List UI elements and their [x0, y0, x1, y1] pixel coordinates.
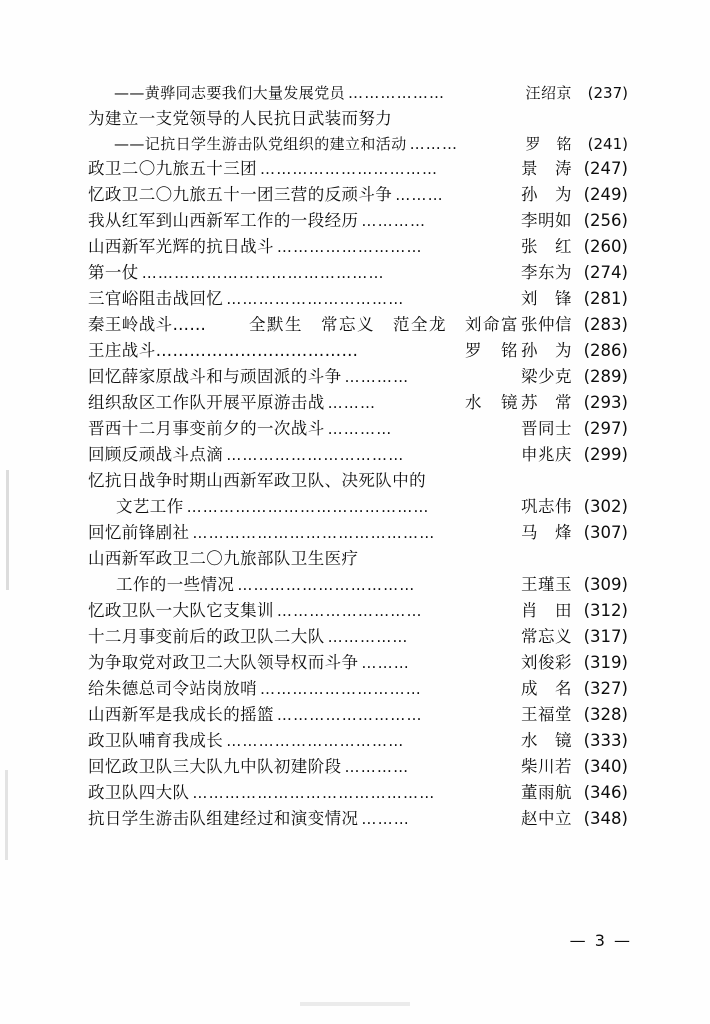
toc-entry-author: 孙 为: [521, 341, 572, 360]
toc-entry-title: 回顾反顽战斗点滴: [88, 445, 224, 464]
page-folio: — 3 —: [569, 931, 632, 950]
toc-entry[interactable]: [88, 369, 628, 386]
toc-entry[interactable]: [88, 447, 628, 464]
toc-entry-leader-dots: ……………………………: [226, 292, 405, 307]
toc-entry[interactable]: [88, 655, 628, 672]
toc-entry-page-number: (319): [583, 653, 628, 672]
toc-entry-page-number: (346): [583, 783, 628, 802]
toc-entry[interactable]: [88, 629, 628, 646]
toc-entry-leader-dots: …………: [344, 370, 410, 385]
toc-entry-page-number: (247): [583, 159, 628, 178]
toc-entry-author: 肖 田: [521, 601, 572, 620]
toc-entry-page-number: (283): [583, 315, 628, 334]
toc-entry[interactable]: [88, 681, 628, 698]
toc-entry-author: 张仲信: [521, 315, 572, 334]
toc-entry-author: 巩志伟: [521, 497, 572, 516]
toc-entry[interactable]: [88, 213, 628, 230]
toc-entry-author: 成 名: [521, 679, 572, 698]
toc-entry-coauthors: 罗 铭: [465, 341, 519, 360]
toc-entry-title: ——黄骅同志要我们大量发展党员: [114, 84, 346, 102]
toc-entry-page-number: (297): [583, 419, 628, 438]
toc-entry-author: 苏 常: [521, 393, 572, 412]
toc-entry-coauthors: 水 镜: [465, 393, 519, 412]
toc-entry[interactable]: [88, 759, 628, 776]
toc-entry-leader-dots: ………: [361, 656, 411, 671]
toc-entry-page-number: (307): [583, 523, 628, 542]
toc-entry-author: 梁少克: [521, 367, 572, 386]
toc-entry-title: 组织敌区工作队开展平原游击战: [88, 393, 325, 412]
toc-entry[interactable]: [88, 161, 628, 178]
toc-entry-title: 给朱德总司令站岗放哨: [88, 679, 257, 698]
toc-entry-author: 张 红: [521, 237, 572, 256]
toc-entry-leader-dots: ………………………………………: [186, 500, 430, 515]
toc-entry-page-number: (348): [583, 809, 628, 828]
toc-entry-author: 王福堂: [521, 705, 572, 724]
toc-entry-leader-dots: ………………………: [276, 708, 423, 723]
toc-entry-author: 刘 锋: [521, 289, 572, 308]
toc-entry-title: 政卫二〇九旅五十三团: [88, 159, 257, 178]
toc-entry-leader-dots: …………: [361, 214, 427, 229]
toc-entry-title: 秦王岭战斗……: [88, 315, 207, 334]
toc-entry-title: 回忆薛家原战斗和与顽固派的斗争: [88, 367, 342, 386]
toc-entry-leader-dots: ………: [361, 812, 411, 827]
toc-entry[interactable]: [88, 499, 628, 516]
toc-entry-leader-dots: ………: [327, 396, 377, 411]
toc-entry-leader-dots: ………………………………………: [141, 266, 385, 281]
toc-entry[interactable]: [88, 239, 628, 256]
toc-entry-title: 忆抗日战争时期山西新军政卫队、决死队中的: [88, 471, 426, 490]
toc-entry-author: 李明如: [521, 211, 572, 230]
toc-entry-page-number: (299): [583, 445, 628, 464]
toc-entry-leader-dots: …………………………: [260, 682, 422, 697]
toc-entry-leader-dots: …………: [344, 760, 410, 775]
toc-entry-leader-dots: ……………: [327, 630, 409, 645]
toc-entry-leader-dots: ………: [409, 136, 459, 152]
toc-entry-title: 王庄战斗………………………………: [88, 341, 359, 360]
toc-entry[interactable]: [88, 421, 628, 438]
toc-entry-title: 回忆前锋剧社: [88, 523, 190, 542]
toc-entry-coauthors: 全默生 常忘义 范全龙 刘命富: [249, 315, 519, 334]
toc-entry-title: 山西新军光辉的抗日战斗: [88, 237, 274, 256]
toc-entry-author: 常忘义: [521, 627, 572, 646]
toc-entry-page-number: (289): [583, 367, 628, 386]
toc-entry-page-number: (281): [583, 289, 628, 308]
toc-entry[interactable]: [88, 603, 628, 620]
toc-entry[interactable]: [88, 317, 628, 334]
toc-entry[interactable]: [88, 811, 628, 828]
toc-entry-page-number: (333): [583, 731, 628, 750]
toc-entry-leader-dots: ………: [395, 188, 444, 203]
page-edge-mark-secondary: [5, 770, 8, 860]
toc-entry-leader-dots: ……………………………: [260, 162, 439, 177]
toc-entry-author: 孙 为: [521, 185, 572, 204]
toc-entry-page-number: (302): [583, 497, 628, 516]
toc-entry-page-number: (286): [583, 341, 628, 360]
toc-entry-leader-dots: ……………………………: [226, 734, 405, 749]
toc-entry-leader-dots: …………: [327, 422, 393, 437]
toc-entry[interactable]: [88, 473, 628, 490]
toc-entry-page-number: (256): [583, 211, 628, 230]
toc-entry-author: 罗 铭: [525, 134, 572, 153]
toc-entry-title: 我从红军到山西新军工作的一段经历: [88, 211, 359, 230]
toc-entry-title: 三官峪阻击战回忆: [88, 289, 224, 308]
toc-entry-page-number: (309): [583, 575, 628, 594]
toc-entry[interactable]: [88, 265, 628, 282]
toc-entry[interactable]: [88, 134, 628, 153]
toc-entry-title: 为争取党对政卫二大队领导权而斗争: [88, 653, 359, 672]
toc-entry-author: 马 烽: [521, 523, 572, 542]
page-bottom-smudge: [300, 1002, 410, 1006]
table-of-contents: [88, 86, 628, 837]
toc-entry[interactable]: [88, 343, 628, 360]
toc-entry-author: 晋同士: [521, 419, 572, 438]
toc-entry-title: 工作的一些情况: [116, 575, 235, 594]
toc-entry-leader-dots: ………………………: [276, 240, 423, 255]
toc-entry[interactable]: [88, 86, 628, 101]
toc-entry-page-number: (312): [583, 601, 628, 620]
toc-entry-page-number: (249): [583, 185, 628, 204]
toc-entry-page-number: (340): [583, 757, 628, 776]
toc-entry[interactable]: [88, 577, 628, 594]
toc-entry-leader-dots: ………………………………………: [192, 786, 436, 801]
toc-entry-author: 董雨航: [521, 783, 572, 802]
toc-entry-author: 申兆庆: [521, 445, 572, 464]
toc-entry-leader-dots: ………………: [348, 86, 446, 101]
toc-entry-author: 汪绍京: [525, 84, 572, 102]
toc-entry[interactable]: [88, 785, 628, 802]
toc-entry-page-number: (274): [583, 263, 628, 282]
toc-entry-page-number: (328): [583, 705, 628, 724]
toc-entry-title: 政卫队哺育我成长: [88, 731, 224, 750]
toc-entry-author: 柴川若: [521, 757, 572, 776]
toc-entry[interactable]: [88, 291, 628, 308]
toc-entry-title: 政卫队四大队: [88, 783, 190, 802]
toc-entry[interactable]: [88, 108, 628, 128]
toc-entry-author: 王瑾玉: [521, 575, 572, 594]
toc-entry[interactable]: [88, 551, 628, 568]
toc-entry-leader-dots: ……………………………: [226, 448, 405, 463]
toc-entry-page-number: (293): [583, 393, 628, 412]
toc-entry-page-number: (237): [587, 84, 628, 102]
toc-entry-title: 忆政卫队一大队它支集训: [88, 601, 274, 620]
toc-entry-title: 十二月事变前后的政卫队二大队: [88, 627, 325, 646]
toc-entry-leader-dots: ………………………………………: [192, 526, 436, 541]
toc-entry[interactable]: [88, 525, 628, 542]
toc-entry-title: 文艺工作: [116, 497, 184, 516]
toc-entry-title: 晋西十二月事变前夕的一次战斗: [88, 419, 325, 438]
toc-entry[interactable]: [88, 395, 628, 412]
toc-entry-author: 景 涛: [521, 159, 572, 178]
toc-entry-page-number: (327): [583, 679, 628, 698]
toc-entry-title: 忆政卫二〇九旅五十一团三营的反顽斗争: [88, 185, 393, 204]
toc-entry-author: 水 镜: [521, 731, 572, 750]
toc-entry[interactable]: [88, 707, 628, 724]
toc-entry-title: 为建立一支党领导的人民抗日武装而努力: [88, 108, 393, 128]
toc-entry-title: 抗日学生游击队组建经过和演变情况: [88, 809, 359, 828]
toc-entry-title: 回忆政卫队三大队九中队初建阶段: [88, 757, 342, 776]
toc-entry-page-number: (260): [583, 237, 628, 256]
toc-entry-author: 李东为: [521, 263, 572, 282]
toc-entry-author: 赵中立: [521, 809, 572, 828]
toc-entry-title: ——记抗日学生游击队党组织的建立和活动: [114, 134, 407, 153]
toc-entry[interactable]: [88, 733, 628, 750]
toc-entry-title: 山西新军政卫二〇九旅部队卫生医疗: [88, 549, 359, 568]
toc-entry-leader-dots: ……………………………: [237, 578, 416, 593]
page-edge-mark: [6, 470, 9, 590]
toc-entry-title: 山西新军是我成长的摇篮: [88, 705, 274, 724]
toc-entry-author: 刘俊彩: [521, 653, 572, 672]
toc-entry-title: 第一仗: [88, 263, 139, 282]
toc-entry-leader-dots: ………………………: [276, 604, 423, 619]
toc-entry[interactable]: [88, 187, 628, 204]
toc-entry-page-number: (317): [583, 627, 628, 646]
toc-entry-page-number: (241): [587, 134, 628, 153]
